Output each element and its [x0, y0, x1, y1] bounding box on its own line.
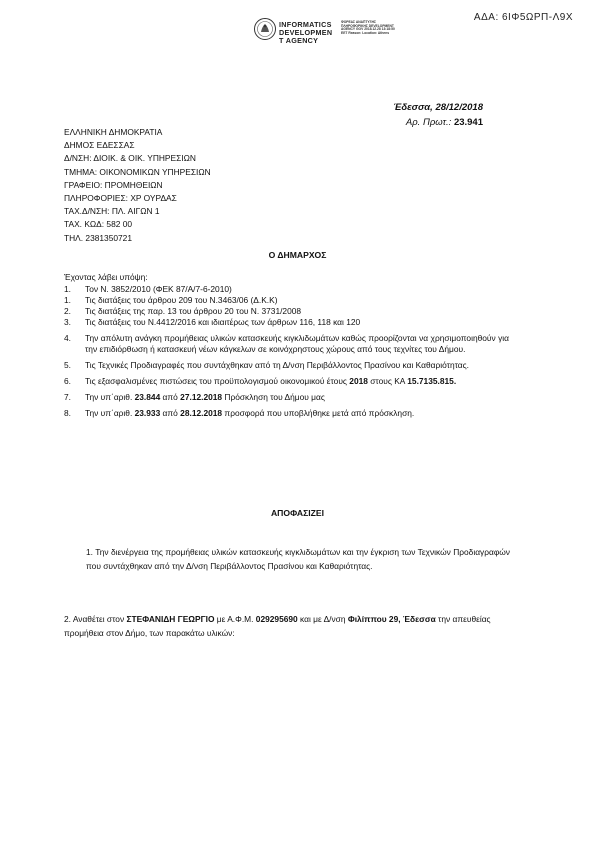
list-item-text: Τις εξασφαλισμένες πιστώσεις του προϋπολογισμού οικονομικού έτους — [85, 376, 350, 386]
agency-name: INFORMATICS DEVELOPMEN T AGENCY — [279, 20, 333, 45]
list-item-text: Την απόλυτη ανάγκη προμήθειας υλικών κατασκευής κιγκλιδωμάτων καθώς προορίζονται να χρησιμοποιηθούν για την επιδιόρθωση ή κατασκευή νέων κάγκελων σε κοινόχρηστους χώρους από τους τεχνίτες του Δήμου. — [85, 333, 509, 354]
date-protocol-block — [393, 100, 483, 130]
signature-details: ΦΟΡΕΑΣ ΑΝΑΠΤΥΞΗΣ ΠΛΗΡΟΦΟΡΙΚΗΣ DEVELOPMENT AGENCY GOV 2018.12.28 13:18:50 EET Reason: Location: Athens — [341, 20, 395, 35]
list-item-number: 4. — [64, 333, 71, 343]
list-item-number: 5. — [64, 360, 71, 370]
sender-line: ΤΜΗΜΑ: ΟΙΚΟΝΟΜΙΚΩΝ ΥΠΗΡΕΣΙΩΝ — [64, 166, 211, 177]
sender-block — [64, 126, 211, 245]
protocol-number-line: Αρ. Πρωτ.: 23.941 — [405, 117, 483, 128]
list-item-text: προσφορά που υποβλήθηκε μετά από πρόσκληση. — [222, 408, 415, 418]
list-item-number: 8. — [64, 408, 71, 418]
list-item — [64, 360, 509, 371]
list-item-number: 6. — [64, 376, 71, 386]
list-item-number: 1. — [64, 284, 71, 294]
list-item-number: 1. — [64, 295, 71, 305]
list-item — [64, 392, 509, 403]
list-item — [64, 284, 509, 295]
considerations-list — [64, 284, 509, 419]
list-item-text: από — [160, 392, 181, 402]
list-item-text: Πρόσκληση του Δήμου μας — [222, 392, 325, 402]
list-item-text: Τις διατάξεις του Ν.4412/2016 και ιδιαιτέρως των άρθρων 116, 118 και 120 — [85, 317, 361, 327]
list-item-text: Τον Ν. 3852/2010 (ΦΕΚ 87/Α/7-6-2010) — [85, 284, 232, 294]
list-item — [64, 317, 509, 328]
list-item-text: 23.844 — [134, 392, 161, 402]
list-item-text: Τις διατάξεις της παρ. 13 του άρθρου 20 του Ν. 3731/2008 — [85, 306, 302, 316]
list-item — [64, 408, 509, 419]
list-item-text: 28.12.2018 — [180, 408, 223, 418]
list-item-text: 27.12.2018 — [180, 392, 223, 402]
supplier-afm: 029295690 — [255, 614, 298, 624]
list-item-text: Τις διατάξεις του άρθρου 209 του Ν.3463/06 (Δ.Κ.Κ) — [85, 295, 278, 305]
sender-line: ΠΛΗΡΟΦΟΡΙΕΣ: ΧΡ ΟΥΡΔΑΣ — [64, 193, 177, 204]
ada-code: ΑΔΑ: 6ΙΦ5ΩΡΠ-Λ9Χ — [473, 12, 573, 23]
digital-signature-logo — [253, 17, 453, 57]
sender-line: Δ/ΝΣΗ: ΔΙΟΙΚ. & ΟΙΚ. ΥΠΗΡΕΣΙΩΝ — [64, 153, 196, 164]
list-item-number: 3. — [64, 317, 71, 327]
list-item-text: 2018 — [349, 376, 368, 386]
place-date: Έδεσσα, 28/12/2018 — [393, 102, 483, 113]
supplier-address: Φιλίππου 29, Έδεσσα — [347, 614, 436, 624]
list-item-text: Τις Τεχνικές Προδιαγραφές που συντάχθηκαν από τη Δ/νση Περιβάλλοντος Πρασίνου και Καθαριότητας. — [85, 360, 469, 370]
heading-mayor: Ο ΔΗΜΑΡΧΟΣ — [268, 250, 327, 260]
sender-line: ΓΡΑΦΕΙΟ: ΠΡΟΜΗΘΕΙΩΝ — [64, 179, 163, 190]
list-item — [64, 376, 509, 387]
list-item-number: 7. — [64, 392, 71, 402]
heading-decides: ΑΠΟΦΑΣΙΖΕΙ — [270, 508, 325, 518]
decision-paragraph-2: 2. Αναθέτει στον ΣΤΕΦΑΝΙΔΗ ΓΕΩΡΓΙΟ με Α.Φ.Μ. 029295690 και με Δ/νση Φιλίππου 29, Έδεσσα την απευθείας προμήθεια στον Δήμο, των παρακάτω υλικών: — [64, 614, 491, 638]
sender-line: ΤΑΧ. ΚΩΔ: 582 00 — [64, 219, 133, 230]
seal-icon — [253, 17, 277, 41]
list-item-text: 23.933 — [134, 408, 161, 418]
list-item — [64, 333, 509, 355]
sender-line: ΔΗΜΟΣ ΕΔΕΣΣΑΣ — [64, 140, 135, 151]
list-item — [64, 295, 509, 306]
list-item-number: 2. — [64, 306, 71, 316]
list-item-text: 15.7135.815. — [407, 376, 457, 386]
list-item-text: στους ΚΑ — [367, 376, 408, 386]
supplier-name: ΣΤΕΦΑΝΙΔΗ ΓΕΩΡΓΙΟ — [126, 614, 215, 624]
list-item — [64, 306, 509, 317]
list-item-text: από — [160, 408, 181, 418]
list-item-text: Την υπ΄αριθ. — [85, 408, 135, 418]
sender-line: ΤΑΧ.Δ/ΝΣΗ: ΠΛ. ΑΙΓΩΝ 1 — [64, 206, 160, 217]
sender-line: ΤΗΛ. 2381350721 — [64, 232, 132, 243]
decision-paragraph-1: 1. Την διενέργεια της προμήθειας υλικών κατασκευής κιγκλιδωμάτων και την έγκριση των Τεχνικών Προδιαγραφών που συντάχθηκαν από την Δ/νση Περιβάλλοντος Πρασίνου και Καθαριότητας. — [86, 547, 510, 571]
intro-text: Έχοντας λάβει υπόψη: — [64, 272, 148, 282]
list-item-text: Την υπ΄αριθ. — [85, 392, 135, 402]
sender-line: ΕΛΛΗΝΙΚΗ ΔΗΜΟΚΡΑΤΙΑ — [64, 127, 163, 137]
